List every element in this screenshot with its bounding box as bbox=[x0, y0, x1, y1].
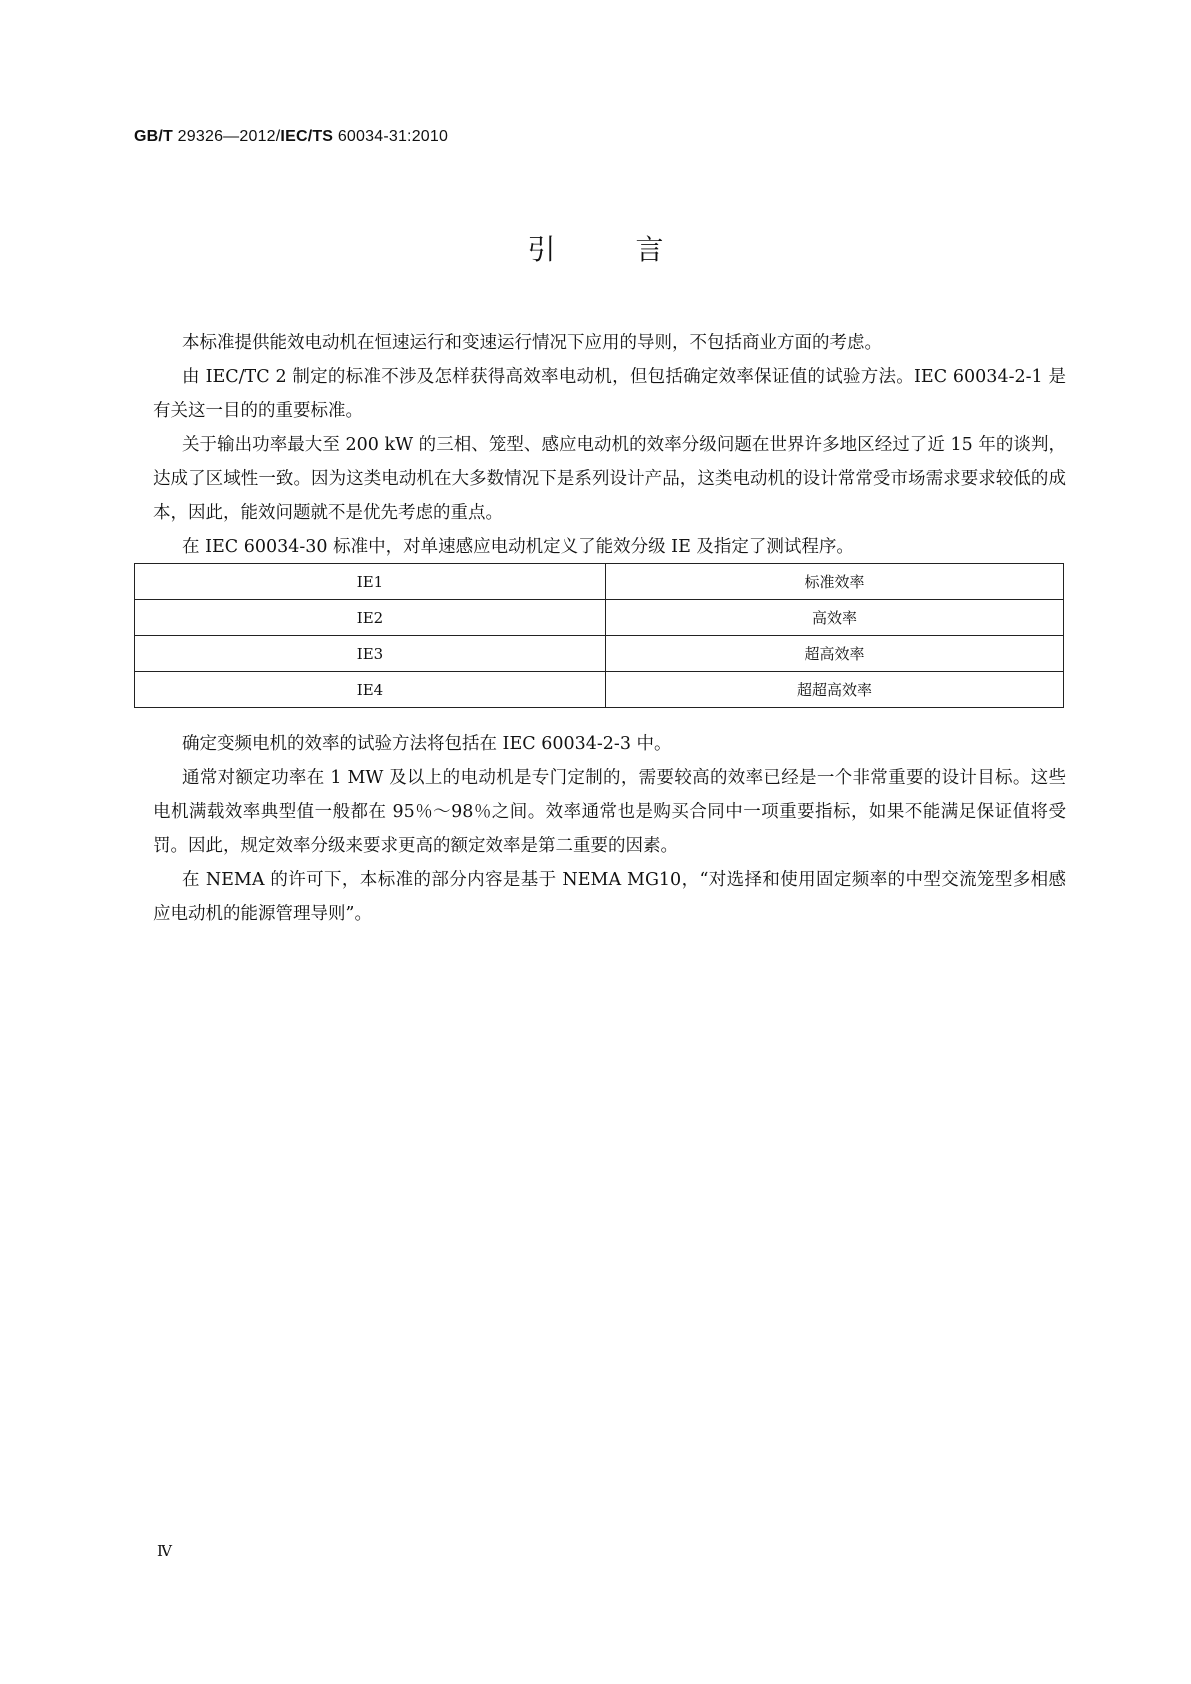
paragraph: 由 IEC/TC 2 制定的标准不涉及怎样获得高效率电动机，但包括确定效率保证值的试验方法。IEC 60034-2-1 是有关这一目的的重要标准。 bbox=[153, 367, 1066, 421]
title-char-2: 言 bbox=[635, 233, 664, 266]
table-row bbox=[135, 672, 1064, 708]
table-row bbox=[135, 636, 1064, 672]
paragraph: 关于输出功率最大至 200 kW 的三相、笼型、感应电动机的效率分级问题在世界许多地区经过了近 15 年的谈判，达成了区域性一致。因为这类电动机在大多数情况下是系列设计产品，这类电动机的设计常常受市场需求要求较低的成本，因此，能效问题就不是优先考虑的重点。 bbox=[153, 435, 1066, 523]
intro-section-1 bbox=[153, 326, 1066, 564]
header-code-2: 60034-31:2010 bbox=[333, 128, 449, 145]
paragraph: 通常对额定功率在 1 MW 及以上的电动机是专门定制的，需要较高的效率已经是一个非常重要的设计目标。这些电机满载效率典型值一般都在 95％～98％之间。效率通常也是购买合同中一项重要指标，如果不能满足保证值将受罚。因此，规定效率分级来要求更高的额定效率是第二重要的因素。 bbox=[153, 768, 1066, 856]
table-cell-code: IE4 bbox=[135, 672, 606, 708]
paragraph: 在 NEMA 的许可下，本标准的部分内容是基于 NEMA MG10，“对选择和使用固定频率的中型交流笼型多相感应电动机的能源管理导则”。 bbox=[153, 870, 1066, 924]
table-row bbox=[135, 564, 1064, 600]
header-code-bold-1: GB/T bbox=[134, 128, 174, 145]
table-cell-name: 高效率 bbox=[606, 600, 1064, 636]
document-header bbox=[134, 128, 448, 146]
paragraph: 在 IEC 60034-30 标准中，对单速感应电动机定义了能效分级 IE 及指定了测试程序。 bbox=[182, 537, 854, 557]
header-code-bold-2: IEC/TS bbox=[280, 128, 334, 145]
paragraph: 确定变频电机的效率的试验方法将包括在 IEC 60034-2-3 中。 bbox=[182, 734, 672, 754]
table-cell-name: 超超高效率 bbox=[606, 672, 1064, 708]
table-cell-name: 标准效率 bbox=[606, 564, 1064, 600]
paragraph: 本标准提供能效电动机在恒速运行和变速运行情况下应用的导则，不包括商业方面的考虑。 bbox=[182, 333, 882, 353]
efficiency-class-table bbox=[134, 563, 1064, 708]
table-row bbox=[135, 600, 1064, 636]
page-number: Ⅳ bbox=[157, 1542, 172, 1560]
table-cell-code: IE2 bbox=[135, 600, 606, 636]
page-title bbox=[0, 228, 1191, 268]
table-cell-code: IE3 bbox=[135, 636, 606, 672]
table-cell-name: 超高效率 bbox=[606, 636, 1064, 672]
header-code-1: 29326—2012/ bbox=[173, 128, 281, 145]
intro-section-2 bbox=[153, 727, 1066, 931]
title-char-1: 引 bbox=[527, 233, 556, 266]
table-cell-code: IE1 bbox=[135, 564, 606, 600]
